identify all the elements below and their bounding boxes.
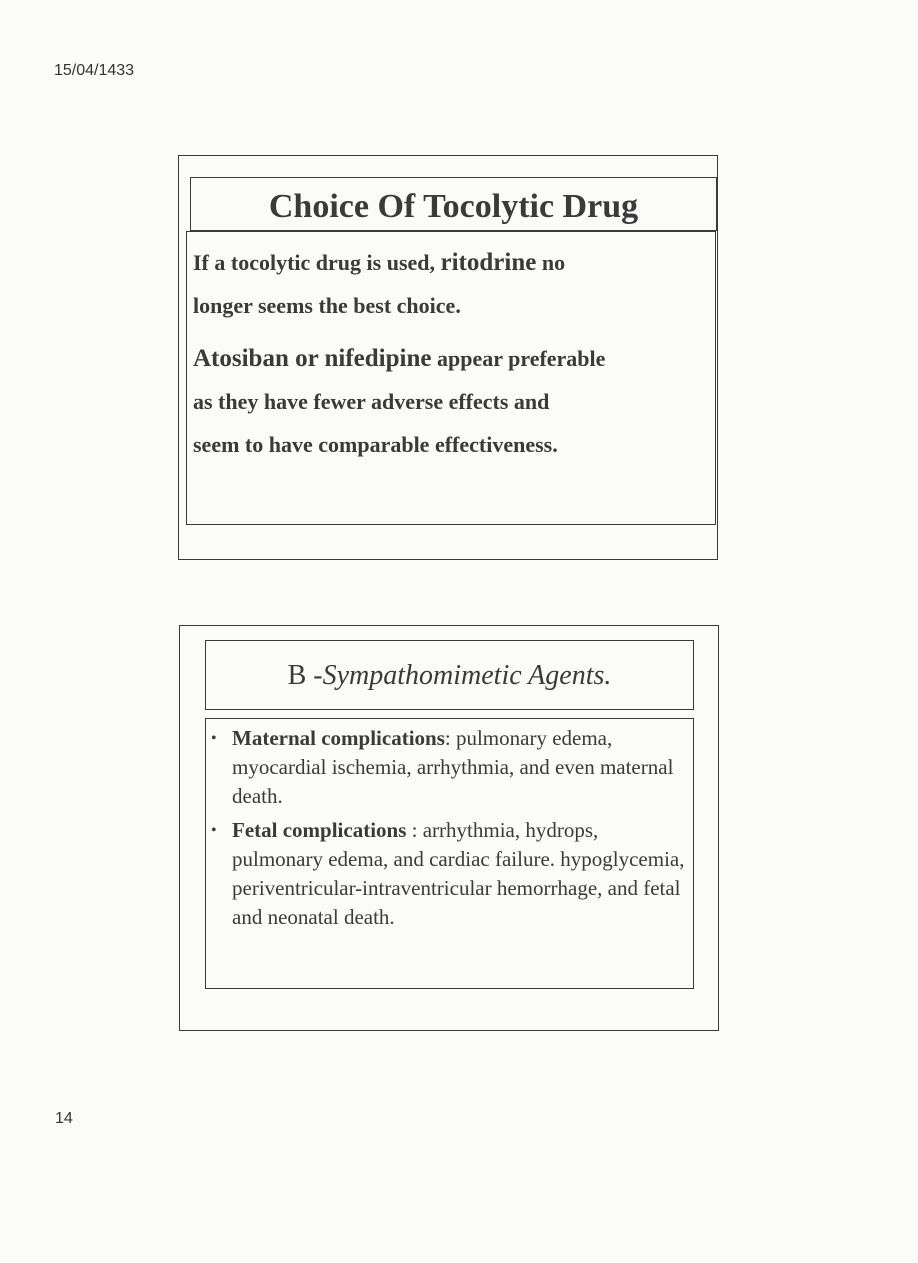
- paragraph-ritodrine: If a tocolytic drug is used, ritodrine no longer seems the best choice.: [193, 249, 566, 318]
- slide-title: B -Sympathomimetic Agents.: [287, 660, 612, 691]
- page-number: 14: [55, 1110, 73, 1127]
- list-item-fetal-complications: • Fetal complications : arrhythmia, hydrops, pulmonary edema, and cardiac failure. hypoglycemia, periventricular-intraventricular hemorrhage, and fetal and neonatal death.: [211, 818, 685, 929]
- bullet-marker: •: [211, 822, 217, 839]
- slide-title-box: [205, 640, 694, 710]
- slide-title-box: [190, 177, 717, 231]
- slide-body-box: [186, 231, 716, 525]
- page-date: 15/04/1433: [54, 62, 135, 79]
- list-item-maternal-complications: • Maternal complications: pulmonary edema, myocardial ischemia, arrhythmia, and even maternal death.: [211, 726, 674, 808]
- bullet-marker: •: [211, 730, 217, 747]
- slide-tocolytic-choice: [178, 155, 718, 560]
- slide-sympathomimetic-agents: [179, 625, 719, 1031]
- slide-body-box: [205, 718, 694, 989]
- slide-title: Choice Of Tocolytic Drug: [268, 188, 639, 225]
- paragraph-atosiban-nifedipine: Atosiban or nifedipine appear preferable as they have fewer adverse effects and seem to have comparable effectiveness.: [193, 345, 606, 457]
